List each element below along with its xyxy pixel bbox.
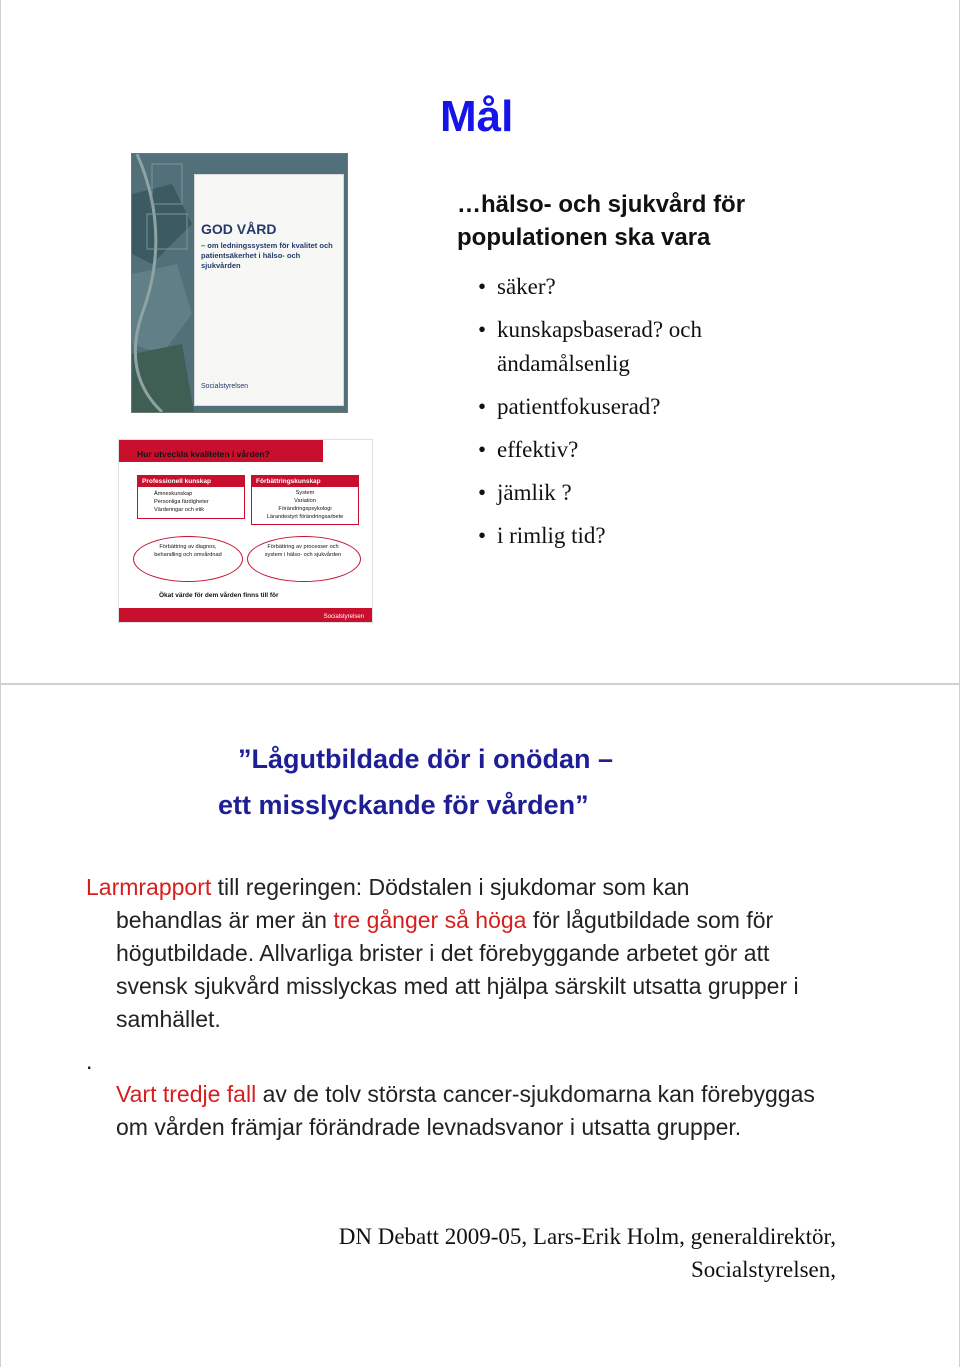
list-item: • patientfokuserad? bbox=[478, 390, 722, 424]
list-item: • jämlik ? bbox=[478, 476, 722, 510]
paragraph-text: av de tolv största cancer-sjukdomarna kan förebyggas om vården främjar förändrade levnadsvanor i utsatta grupper. bbox=[116, 1081, 815, 1140]
cover-title: GOD VÅRD bbox=[201, 221, 277, 237]
diagram-line: Ämneskunskap bbox=[154, 491, 193, 497]
diagram-line: Lärandestyrt förändringsarbete bbox=[266, 514, 344, 520]
diagram-footer-text: Ökat värde för dem vården finns till för bbox=[159, 592, 279, 599]
diagram-right-box-title: Förbättringskunskap bbox=[252, 476, 358, 487]
diagram-right-ellipse bbox=[247, 536, 361, 582]
heading-text: Lågutbildade dör i onödan – bbox=[251, 744, 613, 774]
diagram-line: Värderingar och etik bbox=[154, 507, 205, 513]
highlight-text: tre gånger så höga bbox=[333, 907, 527, 933]
paragraph-text: för lågutbildade som för högutbildade. Allvarliga brister i det förebyggande arbetet gör att svensk sjukvård misslyckas med att hjälpa särskilt utsatta grupper i samhället. bbox=[116, 907, 799, 1032]
intro-text: …hälso- och sjukvård för populationen ska vara bbox=[457, 191, 746, 251]
diagram-left-box-title: Professionell kunskap bbox=[138, 476, 244, 487]
list-item-text: kunskapsbaserad? och ändamålsenlig bbox=[497, 317, 703, 376]
highlight-text: Larmrapport bbox=[86, 874, 212, 900]
paragraph-continuation bbox=[86, 904, 826, 1036]
diagram-line: Personliga färdigheter bbox=[154, 499, 209, 505]
slide-title: Mål bbox=[440, 92, 514, 141]
list-item bbox=[478, 313, 722, 381]
list-item: • i rimlig tid? bbox=[478, 519, 722, 553]
source-citation: DN Debatt 2009-05, Lars-Erik Holm, generaldirektör, Socialstyrelsen, bbox=[338, 1224, 836, 1282]
diagram-left-ellipse-text: Förbättring av diagnos, behandling och omvårdnad bbox=[154, 544, 222, 558]
list-item: • säker? bbox=[478, 270, 722, 304]
heading-text: ett misslyckande för vården bbox=[218, 790, 576, 820]
diagram-header: Hur utveckla kvaliteten i vården? bbox=[137, 449, 270, 459]
paragraph-text: behandlas är mer än bbox=[116, 907, 334, 933]
separator-dot: . bbox=[86, 1048, 93, 1074]
book-cover-image bbox=[131, 153, 348, 413]
paragraph-2 bbox=[86, 1078, 826, 1144]
highlight-text: Vart tredje fall bbox=[116, 1081, 257, 1107]
diagram-left-ellipse bbox=[133, 536, 243, 582]
diagram-logo: Socialstyrelsen bbox=[323, 614, 364, 620]
cover-panel bbox=[194, 174, 344, 406]
diagram-line: Förändringspsykologi bbox=[278, 506, 332, 512]
slide2-heading-line2 bbox=[0, 790, 960, 821]
diagram-line: System bbox=[295, 490, 315, 496]
diagram-left-box bbox=[137, 475, 245, 519]
slide2-heading-line1 bbox=[0, 744, 960, 775]
paragraph-text: till regeringen: Dödstalen i sjukdomar som kan bbox=[211, 874, 690, 900]
cover-subtitle: – om ledningssystem för kvalitet och patientsäkerhet i hälso- och sjukvården bbox=[201, 241, 333, 270]
diagram-right-ellipse-text: Förbättring av processer och system i hälso- och sjukvården bbox=[264, 544, 342, 558]
close-quote-mark: ” bbox=[575, 790, 589, 820]
diagram-line: Variation bbox=[294, 498, 316, 504]
cover-logo: Socialstyrelsen bbox=[201, 383, 249, 390]
goal-list bbox=[478, 270, 722, 553]
open-quote-mark: ” bbox=[238, 744, 252, 774]
diagram-right-box bbox=[251, 475, 359, 525]
paragraph-1 bbox=[86, 871, 826, 1036]
diagram-footer-bar bbox=[119, 608, 372, 622]
quality-diagram-image bbox=[118, 439, 373, 623]
list-item: • effektiv? bbox=[478, 433, 722, 467]
